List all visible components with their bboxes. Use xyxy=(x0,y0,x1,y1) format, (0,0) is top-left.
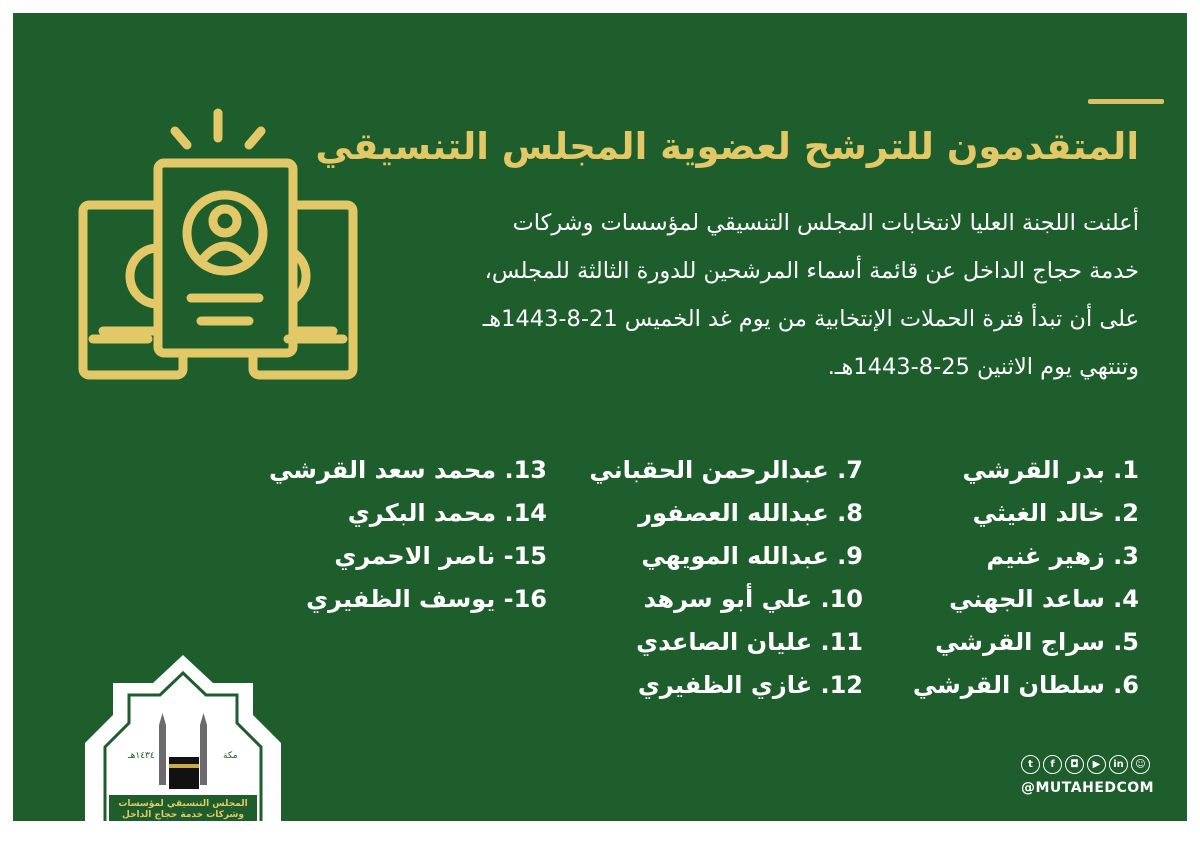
linkedin-icon[interactable]: in xyxy=(1109,755,1128,774)
announcement-line: أعلنت اللجنة العليا لانتخابات المجلس التنسيقي لمؤسسات وشركات xyxy=(512,210,1139,236)
logo-line-2: وشركات خدمة حجاج الداخل xyxy=(122,810,244,820)
list-item: 4. ساعد الجهني xyxy=(949,585,1139,613)
announcement-line: على أن تبدأ فترة الحملات الإنتخابية من يوم غد الخميس 21-8-1443هـ xyxy=(482,306,1139,332)
youtube-icon[interactable]: ▶ xyxy=(1087,755,1106,774)
list-item: 5. سراج القرشي xyxy=(935,628,1139,656)
list-item: 16- يوسف الظفيري xyxy=(306,585,547,613)
list-item: 11. عليان الصاعدي xyxy=(636,628,863,656)
page-title: المتقدمون للترشح لعضوية المجلس التنسيقي xyxy=(315,125,1139,168)
announcement-line: وتنتهي يوم الاثنين 25-8-1443هـ. xyxy=(827,354,1139,380)
council-logo xyxy=(73,655,293,821)
candidates-column-1 xyxy=(899,449,1139,707)
candidates-column-2 xyxy=(589,449,863,707)
list-item: 6. سلطان القرشي xyxy=(912,671,1139,699)
logo-line-1: المجلس التنسيقي لمؤسسات xyxy=(118,799,248,809)
list-item: 9. عبدالله المويهي xyxy=(641,542,863,570)
announcement-line: خدمة حجاج الداخل عن قائمة أسماء المرشحين للدورة الثالثة للمجلس، xyxy=(484,258,1139,284)
announcement-card xyxy=(13,13,1187,821)
social-icons xyxy=(1021,755,1161,777)
candidate-cards-icon xyxy=(73,93,373,393)
logo-year: ١٤٣٤هـ xyxy=(128,751,155,761)
list-item: 15- ناصر الاحمري xyxy=(334,542,547,570)
announcement-text xyxy=(379,199,1139,391)
list-item: 1. بدر القرشي xyxy=(962,456,1139,484)
snapchat-icon[interactable]: ☺ xyxy=(1131,755,1150,774)
instagram-icon[interactable]: ◘ xyxy=(1065,755,1084,774)
list-item: 13. محمد سعد القرشي xyxy=(268,456,547,484)
logo-city: مكة xyxy=(223,751,238,761)
list-item: 8. عبدالله العصفور xyxy=(638,499,863,527)
list-item: 7. عبدالرحمن الحقباني xyxy=(589,456,863,484)
list-item: 3. زهير غنيم xyxy=(986,542,1139,570)
list-item: 2. خالد الغيثي xyxy=(972,499,1139,527)
social-handle[interactable]: @MUTAHEDCOM xyxy=(1021,780,1155,796)
facebook-icon[interactable]: f xyxy=(1043,755,1062,774)
list-item: 12. غازي الظفيري xyxy=(637,671,863,699)
list-item: 10. علي أبو سرهد xyxy=(643,585,863,613)
twitter-icon[interactable]: t xyxy=(1021,755,1040,774)
accent-line xyxy=(1088,99,1164,104)
candidates-column-3 xyxy=(267,449,547,621)
list-item: 14. محمد البكري xyxy=(347,499,547,527)
